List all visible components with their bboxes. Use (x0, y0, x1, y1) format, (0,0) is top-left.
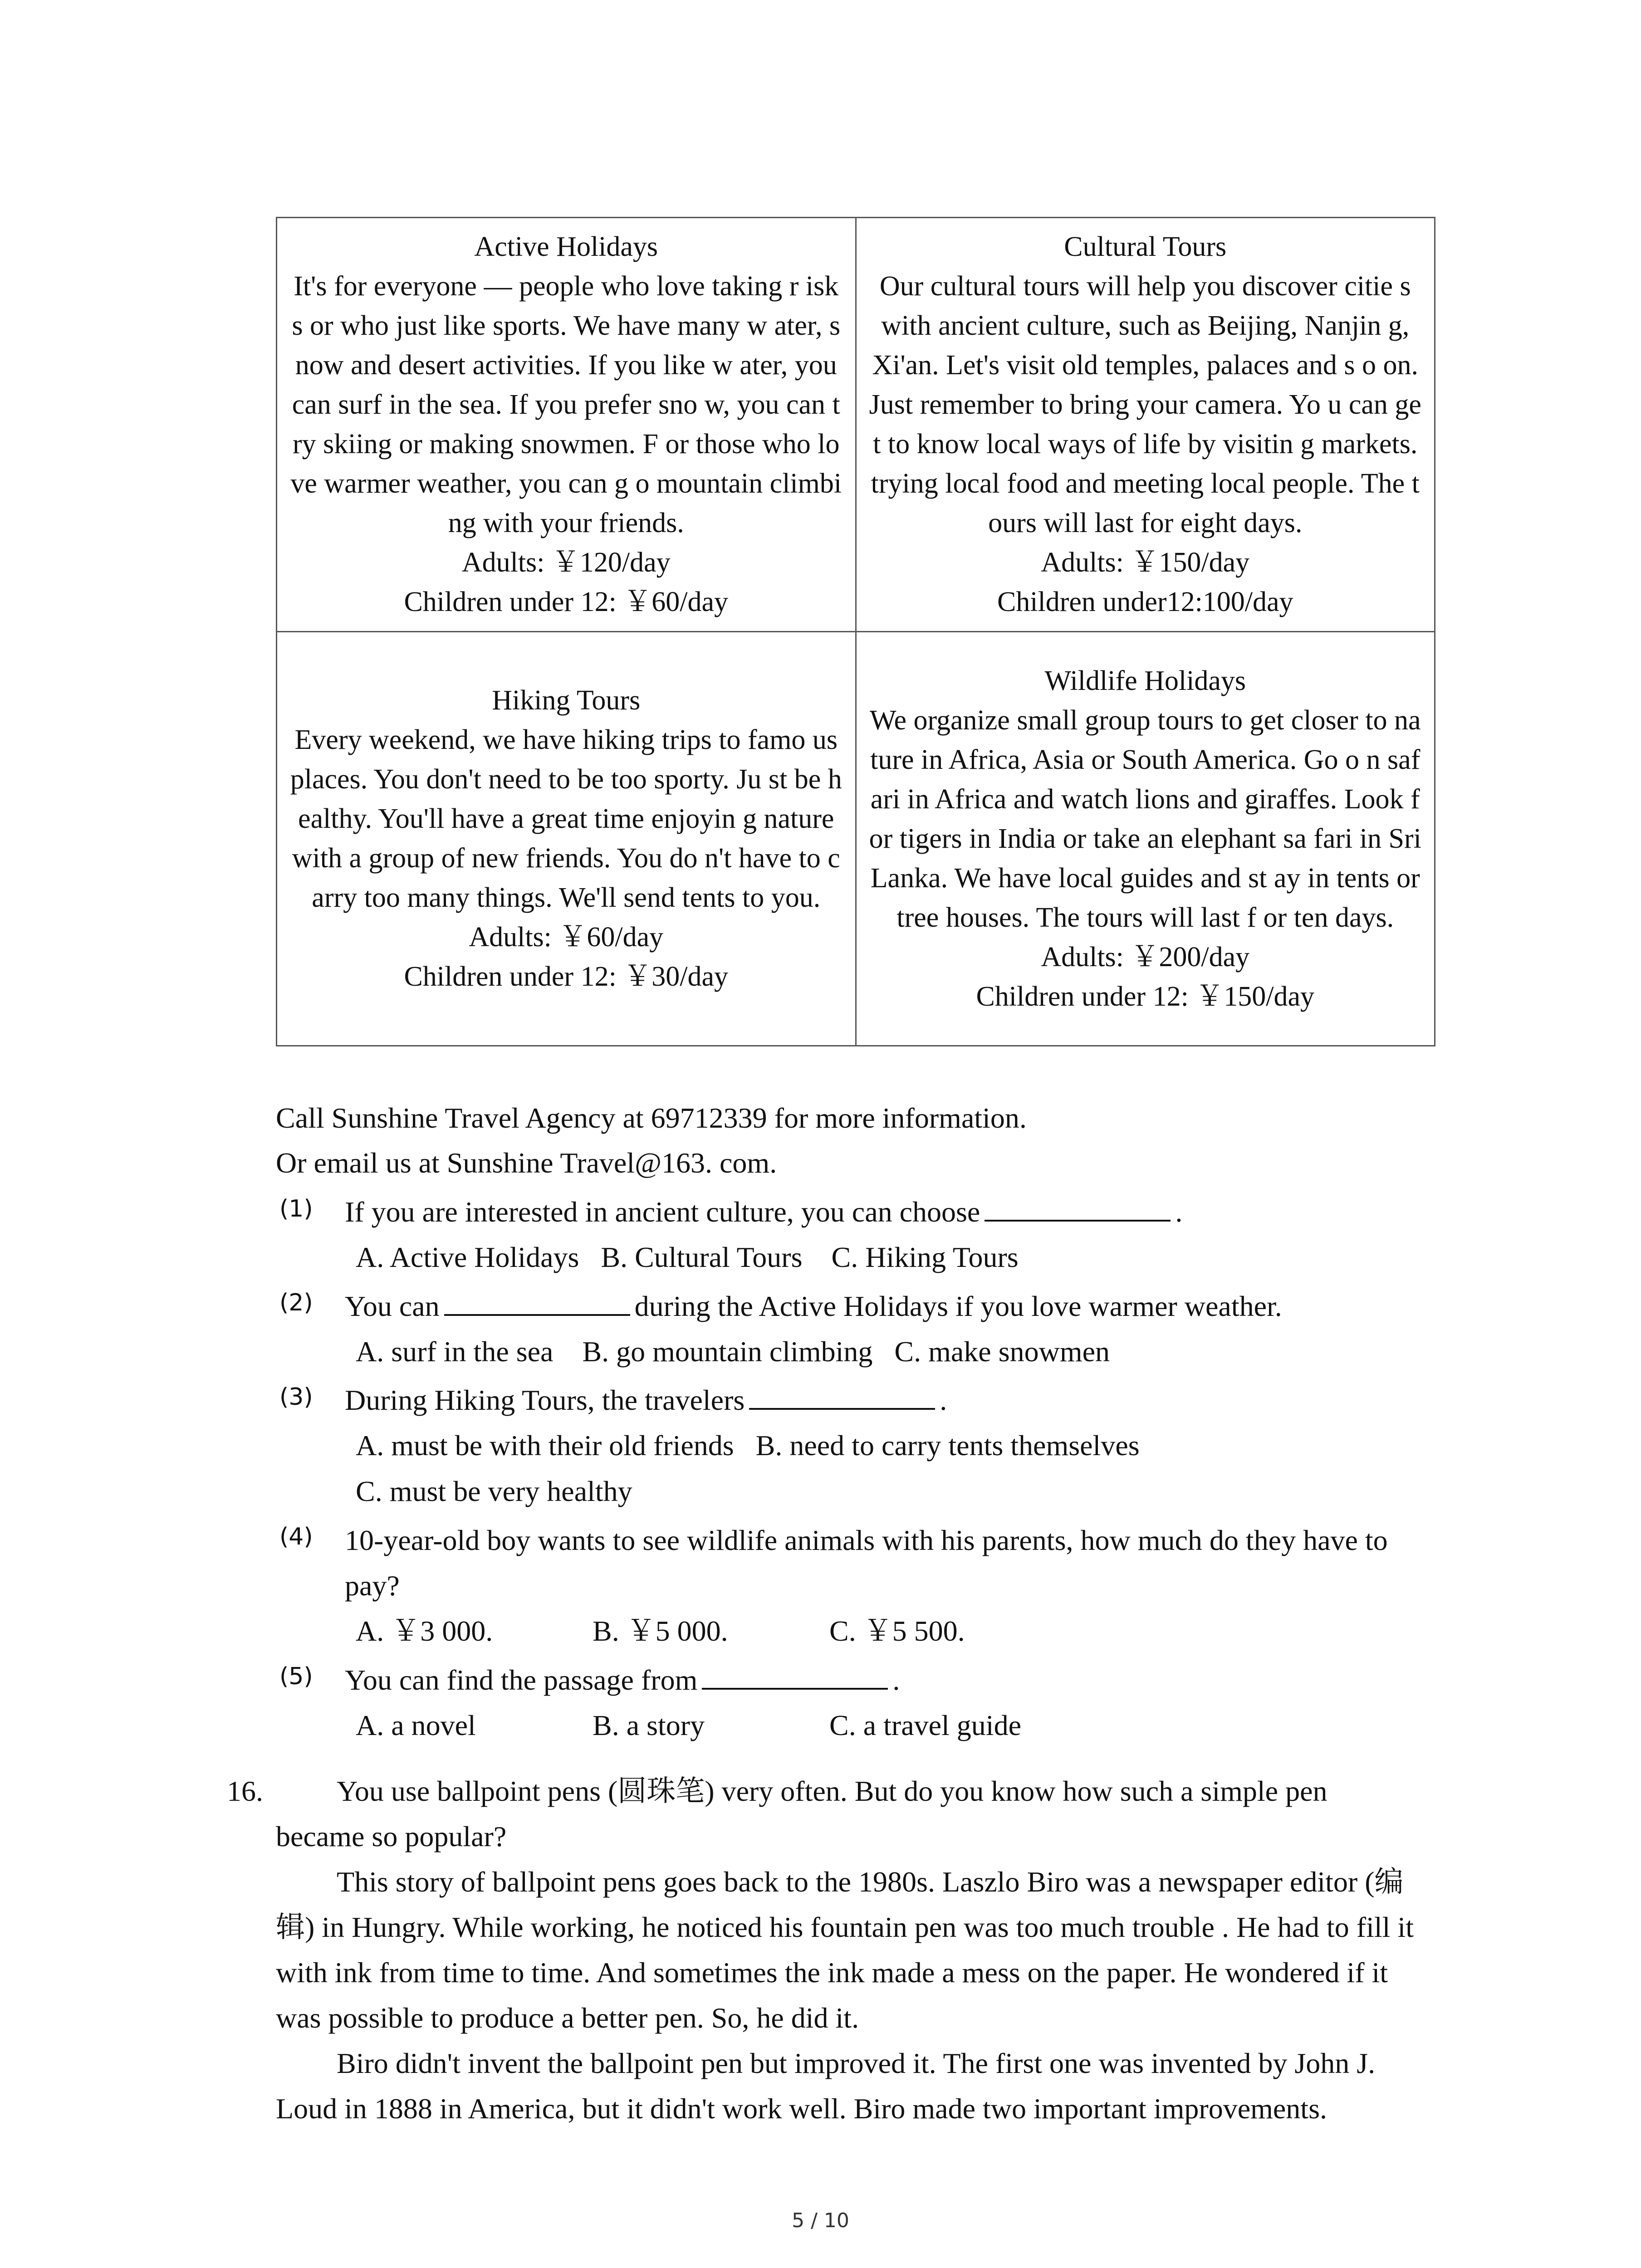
table-row (277, 218, 1435, 632)
question-5-stem (345, 1662, 900, 1698)
ad-child-price: Children under 12: ￥60/day (404, 587, 729, 617)
ad-child-price: Children under 12: ￥150/day (976, 981, 1315, 1012)
ad-adult-price: Adults: ￥120/day (461, 547, 671, 578)
question-number: (1) (279, 1195, 313, 1222)
answer-blank[interactable] (985, 1194, 1171, 1222)
ad-active-holidays (277, 218, 856, 632)
answer-blank[interactable] (749, 1383, 935, 1410)
ad-adult-price: Adults: ￥150/day (1041, 547, 1250, 578)
question-1-stem (345, 1194, 1182, 1230)
ad-body: We organize small group tours to get closer to nature in Africa, Asia or South America. Go o n safari in Africa and watch lions and giraffes. Look for tigers in India or take an elephant sa fari in Sri Lanka. We have local guides and st ay in tents or tree houses. The tours will last f or ten days. (869, 704, 1421, 933)
question-text: You can find the passage from (345, 1664, 698, 1696)
question-text-end: . (892, 1664, 900, 1696)
ad-child-price: Children under 12: ￥30/day (404, 961, 729, 992)
ad-body: It's for everyone — people who love taking r isks or who just like sports. We have many w ater, snow and desert activities. If you like w ater, you can surf in the sea. If you prefer sno w, you can try skiing or making snowmen. F or those who love warmer weather, you can g o mountain climbing with your friends. (290, 271, 842, 538)
question-text-end: . (940, 1384, 947, 1416)
travel-ads-table (276, 217, 1435, 1046)
question-5-option-c: C. a travel guide (829, 1709, 1021, 1741)
ad-cultural-tours (856, 218, 1435, 632)
answer-blank[interactable] (702, 1662, 888, 1690)
question-4-option-b: B. ￥5 000. (593, 1615, 728, 1647)
passage-16-body (276, 1859, 1437, 2131)
passage-16-first-line: You use ballpoint pens (圆珠笔) very often. But do you know how such a simple pen (337, 1775, 1327, 1807)
question-16-number: 16. (227, 1775, 263, 1807)
question-text-end: . (1175, 1196, 1183, 1228)
ad-title: Hiking Tours (492, 685, 641, 716)
passage-paragraph: This story of ballpoint pens goes back to the 1980s. Laszlo Biro was a newspaper editor (编辑) in Hungry. While working, he noticed his fountain pen was too much trouble . He had to fill it with ink from time to time. And sometimes the ink made a mess on the paper. He wondered if it was possible to produce a better pen. So, he did it. (276, 1866, 1414, 2034)
contact-email: Or email us at Sunshine Travel@163. com. (276, 1147, 777, 1179)
page-number: 5 / 10 (792, 2209, 849, 2232)
ad-wildlife-holidays (856, 632, 1435, 1046)
passage-16-first-line-rest: became so popular? (276, 1820, 507, 1853)
ad-title: Wildlife Holidays (1044, 665, 1246, 696)
question-number: (4) (279, 1523, 313, 1550)
question-4-stem: 10-year-old boy wants to see wildlife animals with his parents, how much do they have to (345, 1524, 1388, 1556)
question-5-option-b: B. a story (593, 1709, 705, 1741)
question-4-option-a: A. ￥3 000. (356, 1615, 493, 1647)
question-number: (2) (279, 1289, 313, 1316)
contact-phone: Call Sunshine Travel Agency at 69712339 for more information. (276, 1102, 1027, 1134)
question-text-end: during the Active Holidays if you love warmer weather. (634, 1290, 1282, 1322)
question-text: During Hiking Tours, the travelers (345, 1384, 745, 1416)
question-number: (5) (279, 1663, 313, 1690)
question-4-stem-continued: pay? (345, 1569, 400, 1602)
question-3-stem (345, 1382, 947, 1418)
question-1-options: A. Active Holidays B. Cultural Tours C. Hiking Tours (356, 1241, 1019, 1273)
question-3-options-c: C. must be very healthy (356, 1475, 632, 1507)
table-row (277, 632, 1435, 1046)
answer-blank[interactable] (444, 1289, 630, 1316)
question-3-options-a-b: A. must be with their old friends B. need to carry tents themselves (356, 1429, 1140, 1461)
ad-hiking-tours (277, 632, 856, 1046)
ad-title: Active Holidays (474, 231, 658, 262)
question-text: You can (345, 1290, 440, 1322)
ad-title: Cultural Tours (1064, 231, 1227, 262)
question-5-option-a: A. a novel (356, 1709, 476, 1741)
question-2-options: A. surf in the sea B. go mountain climbing C. make snowmen (356, 1335, 1110, 1368)
ad-body: Our cultural tours will help you discover citie s with ancient culture, such as Beijing, Nanjin g, Xi'an. Let's visit old temples, palaces and s o on. Just remember to bring your camera. Yo u can get to know local ways of life by visitin g markets. trying local food and meeting local people. The tours will last for eight days. (869, 271, 1421, 538)
ad-child-price: Children under12:100/day (997, 587, 1293, 617)
question-number: (3) (279, 1383, 313, 1411)
question-4-option-c: C. ￥5 500. (829, 1615, 965, 1647)
question-2-stem (345, 1288, 1282, 1325)
ad-adult-price: Adults: ￥60/day (469, 922, 664, 953)
passage-paragraph: Biro didn't invent the ballpoint pen but improved it. The first one was invented by John J. Loud in 1888 in America, but it didn't work well. Biro made two important improvements. (276, 2047, 1376, 2125)
ad-body: Every weekend, we have hiking trips to famo us places. You don't need to be too sporty. Ju st be healthy. You'll have a great time enjoyin g nature with a group of new friends. You do n't have to carry too many things. We'll send tents to you. (290, 724, 842, 913)
question-text: If you are interested in ancient culture, you can choose (345, 1196, 980, 1228)
ad-adult-price: Adults: ￥200/day (1041, 941, 1250, 973)
